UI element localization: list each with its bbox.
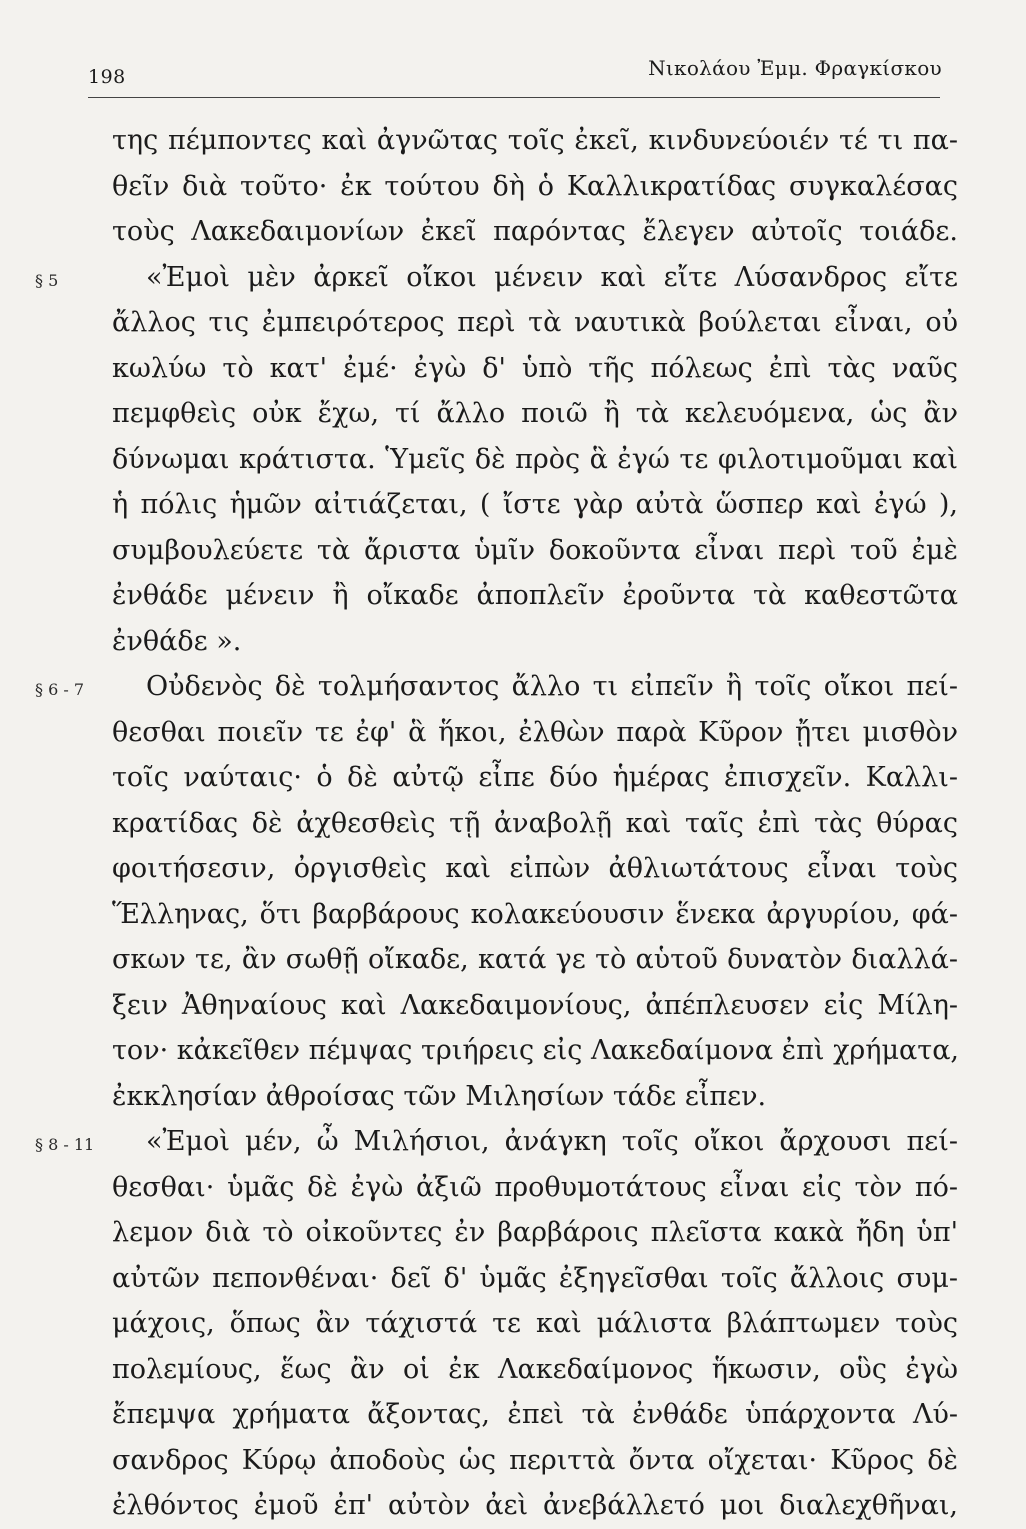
line-text: τοὺς Λακεδαιμονίων ἐκεῖ παρόντας ἔλεγεν αὐτοῖς τοιάδε. xyxy=(112,216,958,247)
text-line xyxy=(112,1347,958,1393)
text-line xyxy=(112,1438,958,1484)
text-line xyxy=(112,892,958,938)
text-line xyxy=(112,1483,958,1529)
text-line xyxy=(112,983,958,1029)
line-text: θεσθαι ποιεῖν τε ἐφ' ἃ ἥκοι, ἐλθὼν παρὰ Κῦρον ᾔτει μισθὸν xyxy=(112,716,958,748)
text-line xyxy=(112,1074,958,1120)
line-text: θεσθαι· ὑμᾶς δὲ ἐγὼ ἀξιῶ προθυμοτάτους εἶναι εἰς τὸν πό- xyxy=(112,1171,958,1203)
text-line xyxy=(112,164,958,210)
text-line xyxy=(112,391,958,437)
line-text: της πέμποντες καὶ ἀγνῶτας τοῖς ἐκεῖ, κινδυνεύοιέν τέ τι πα- xyxy=(112,125,958,156)
line-text: σανδρος Κύρῳ ἀποδοὺς ὡς περιττὰ ὄντα οἴχεται· Κῦρος δὲ xyxy=(112,1444,958,1476)
text-line xyxy=(35,664,958,710)
line-text: ἔπεμψα χρήματα ἄξοντας, ἐπεὶ τὰ ἐνθάδε ὑπάρχοντα Λύ- xyxy=(112,1399,958,1430)
line-text: πεμφθεὶς οὐκ ἔχω, τί ἄλλο ποιῶ ἢ τὰ κελευόμενα, ὡς ἂν xyxy=(112,398,958,429)
text-line xyxy=(35,255,958,301)
line-text: ἡ πόλις ἡμῶν αἰτιάζεται, ( ἴστε γὰρ αὐτὰ ὥσπερ καὶ ἐγώ ), xyxy=(112,489,958,520)
text-line xyxy=(112,573,958,619)
body-text xyxy=(35,118,960,1529)
line-text: αὐτῶν πεπονθέναι· δεῖ δ' ὑμᾶς ἐξηγεῖσθαι τοῖς ἄλλοις συμ- xyxy=(112,1262,958,1294)
line-text: «Ἐμοὶ μὲν ἀρκεῖ οἴκοι μένειν καὶ εἴτε Λύσανδρος εἴτε xyxy=(146,261,958,293)
line-text: κρατίδας δὲ ἀχθεσθεὶς τῇ ἀναβολῇ καὶ ταῖς ἐπὶ τὰς θύρας xyxy=(112,807,958,839)
text-line xyxy=(112,710,958,756)
line-text: «Ἐμοὶ μέν, ὦ Μιλήσιοι, ἀνάγκη τοῖς οἴκοι ἄρχουσι πεί- xyxy=(146,1126,958,1157)
line-text: ἐνθάδε μένειν ἢ οἴκαδε ἀποπλεῖν ἐροῦντα τὰ καθεστῶτα xyxy=(112,580,958,611)
text-line xyxy=(112,755,958,801)
text-line xyxy=(112,1392,958,1438)
text-line xyxy=(112,346,958,392)
line-text: συμβουλεύετε τὰ ἄριστα ὑμῖν δοκοῦντα εἶναι περὶ τοῦ ἐμὲ xyxy=(112,534,958,566)
line-text: Οὐδενὸς δὲ τολμήσαντος ἄλλο τι εἰπεῖν ἢ τοῖς οἴκοι πεί- xyxy=(146,671,958,702)
line-text: ξειν Ἀθηναίους καὶ Λακεδαιμονίους, ἀπέπλευσεν εἰς Μίλη- xyxy=(112,989,958,1021)
text-line xyxy=(112,937,958,983)
line-text: μάχοις, ὅπως ἂν τάχιστά τε καὶ μάλιστα βλάπτωμεν τοὺς xyxy=(112,1308,958,1339)
text-line xyxy=(112,1210,958,1256)
line-text: τον· κἀκεῖθεν πέμψας τριήρεις εἰς Λακεδαίμονα ἐπὶ χρήματα, xyxy=(112,1035,960,1066)
line-text: πολεμίους, ἕως ἂν οἱ ἐκ Λακεδαίμονος ἥκωσιν, οὓς ἐγὼ xyxy=(112,1353,958,1385)
line-text: σκων τε, ἂν σωθῇ οἴκαδε, κατά γε τὸ αὑτοῦ δυνατὸν διαλλά- xyxy=(112,944,958,975)
text-line xyxy=(112,528,958,574)
line-text: Ἕλληνας, ὅτι βαρβάρους κολακεύουσιν ἕνεκα ἀργυρίου, φά- xyxy=(112,898,958,930)
line-text: ἐνθάδε ». xyxy=(112,625,242,657)
text-line xyxy=(112,437,958,483)
line-text: θεῖν διὰ τοῦτο· ἐκ τούτου δὴ ὁ Καλλικρατίδας συγκαλέσας xyxy=(112,170,958,202)
text-line xyxy=(112,1301,958,1347)
section-marker: § 8 - 11 xyxy=(35,1135,95,1154)
text-line xyxy=(112,1256,958,1302)
text-line xyxy=(112,1165,958,1211)
text-line xyxy=(112,846,958,892)
line-text: λεμον διὰ τὸ οἰκοῦντες ἐν βαρβάροις πλεῖστα κακὰ ἤδη ὑπ' xyxy=(112,1217,958,1248)
text-line xyxy=(112,619,958,665)
text-line xyxy=(35,1119,958,1165)
line-text: κωλύω τὸ κατ' ἐμέ· ἐγὼ δ' ὑπὸ τῆς πόλεως ἐπὶ τὰς ναῦς xyxy=(112,352,958,384)
section-marker: § 5 xyxy=(35,270,59,290)
line-text: ἄλλος τις ἐμπειρότερος περὶ τὰ ναυτικὰ βούλεται εἶναι, οὐ xyxy=(112,307,958,338)
section-marker: § 6 - 7 xyxy=(35,680,85,699)
text-line xyxy=(112,482,958,528)
line-text: ἐκκλησίαν ἀθροίσας τῶν Μιλησίων τάδε εἶπεν. xyxy=(112,1080,767,1112)
text-line xyxy=(112,801,958,847)
header-rule xyxy=(88,97,940,98)
line-text: φοιτήσεσιν, ὀργισθεὶς καὶ εἰπὼν ἀθλιωτάτους εἶναι τοὺς xyxy=(112,853,958,884)
line-text: τοῖς ναύταις· ὁ δὲ αὐτῷ εἶπε δύο ἡμέρας ἐπισχεῖν. Καλλι- xyxy=(112,762,958,793)
page-number: 198 xyxy=(88,66,126,88)
text-line xyxy=(112,118,958,164)
running-head: Νικολάου Ἐμμ. Φραγκίσκου xyxy=(648,56,942,80)
text-line xyxy=(112,1028,958,1074)
text-line xyxy=(112,300,958,346)
line-text: ἐλθόντος ἐμοῦ ἐπ' αὐτὸν ἀεὶ ἀνεβάλλετό μοι διαλεχθῆναι, xyxy=(112,1490,958,1521)
text-line xyxy=(112,209,958,255)
line-text: δύνωμαι κράτιστα. Ὑμεῖς δὲ πρὸς ἃ ἐγώ τε φιλοτιμοῦμαι καὶ xyxy=(112,443,958,475)
